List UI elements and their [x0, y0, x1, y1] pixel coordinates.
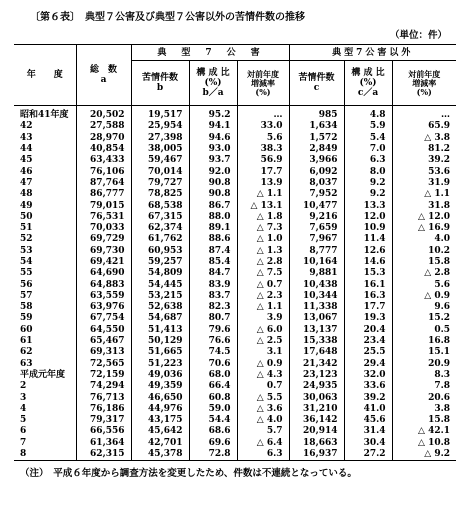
cell-count-c: 16,937	[289, 449, 344, 461]
cell-count-b: 51,665	[131, 347, 189, 358]
table-row	[14, 392, 456, 403]
cell-change-c: 20.9	[392, 359, 456, 370]
cell-ratio-b: 70.6	[189, 359, 237, 370]
cell-year: 48	[20, 189, 33, 200]
table-row	[14, 359, 456, 370]
header-count-b: 苦情件数 b	[131, 61, 189, 106]
cell-ratio-b: 69.6	[189, 438, 237, 449]
cell-count-b: 52,638	[131, 302, 189, 313]
table-row	[14, 223, 456, 234]
cell-ratio-b: 68.6	[189, 426, 237, 437]
table-row	[14, 438, 456, 449]
cell-total: 69,313	[76, 347, 131, 358]
cell-ratio-c: 15.3	[344, 268, 392, 279]
cell-count-c: 36,142	[289, 415, 344, 426]
cell-total: 76,531	[76, 212, 131, 223]
table-row	[14, 121, 456, 132]
cell-ratio-c: 5.4	[344, 133, 392, 144]
cell-change-b: △ 6.0	[237, 325, 289, 336]
table-row	[14, 302, 456, 313]
cell-count-b: 61,762	[131, 234, 189, 245]
cell-change-b: △ 1.1	[237, 302, 289, 313]
cell-count-c: 21,342	[289, 359, 344, 370]
table-row	[14, 257, 456, 268]
cell-change-b: △ 5.5	[237, 392, 289, 403]
cell-ratio-c: 12.6	[344, 246, 392, 257]
cell-ratio-c: 33.6	[344, 381, 392, 392]
cell-total: 76,106	[76, 166, 131, 177]
cell-count-c: 9,881	[289, 268, 344, 279]
header-ratio-c: 構 成 比 (%) c／a	[344, 61, 392, 106]
cell-ratio-c: 31.4	[344, 426, 392, 437]
cell-count-c: 17,648	[289, 347, 344, 358]
cell-year: 58	[20, 302, 33, 313]
cell-ratio-b: 84.7	[189, 268, 237, 279]
cell-change-b: 3.9	[237, 313, 289, 324]
cell-year: 61	[20, 336, 33, 347]
cell-change-c: 15.8	[392, 415, 456, 426]
cell-change-b: 38.3	[237, 144, 289, 155]
table-row	[14, 404, 456, 415]
header-ratio-b: 構 成 比 (%) b／a	[189, 61, 237, 106]
cell-change-b: △ 3.6	[237, 404, 289, 415]
cell-count-b: 54,809	[131, 268, 189, 279]
cell-ratio-c: 13.3	[344, 200, 392, 211]
cell-year: 8	[20, 449, 27, 460]
cell-change-b: …	[237, 106, 289, 122]
cell-ratio-c: 5.9	[344, 121, 392, 132]
cell-count-c: 2,849	[289, 144, 344, 155]
cell-count-c: 20,914	[289, 426, 344, 437]
cell-change-b: △ 0.7	[237, 279, 289, 290]
cell-count-b: 60,953	[131, 246, 189, 257]
cell-ratio-c: 23.4	[344, 336, 392, 347]
table-row	[14, 268, 456, 279]
cell-count-b: 50,129	[131, 336, 189, 347]
cell-ratio-b: 95.2	[189, 106, 237, 122]
cell-change-c: 7.8	[392, 381, 456, 392]
cell-ratio-c: 16.1	[344, 279, 392, 290]
cell-year: 2	[20, 381, 27, 392]
cell-total: 62,315	[76, 449, 131, 461]
cell-count-b: 19,517	[131, 106, 189, 122]
cell-count-b: 43,175	[131, 415, 189, 426]
table-row	[14, 313, 456, 324]
cell-change-b: △ 2.5	[237, 336, 289, 347]
cell-count-c: 10,438	[289, 279, 344, 290]
table-row	[14, 189, 456, 200]
cell-change-c: △ 16.9	[392, 223, 456, 234]
cell-year: 53	[20, 245, 33, 256]
table-row	[14, 426, 456, 437]
cell-total: 63,433	[76, 155, 131, 166]
cell-total: 69,421	[76, 257, 131, 268]
cell-change-b: △ 2.8	[237, 257, 289, 268]
cell-total: 69,730	[76, 246, 131, 257]
cell-ratio-c: 9.2	[344, 178, 392, 189]
cell-count-b: 25,954	[131, 121, 189, 132]
cell-count-c: 7,952	[289, 189, 344, 200]
cell-change-c: 0.5	[392, 325, 456, 336]
cell-change-c: 9.6	[392, 302, 456, 313]
cell-count-c: 24,935	[289, 381, 344, 392]
cell-change-c: △ 3.8	[392, 133, 456, 144]
table-title: 〔第６表〕 典型７公害及び典型７公害以外の苦情件数の推移	[30, 12, 305, 23]
cell-count-b: 49,036	[131, 370, 189, 381]
cell-count-c: 1,572	[289, 133, 344, 144]
cell-year: 43	[20, 132, 33, 143]
cell-year: 45	[20, 155, 33, 166]
cell-count-b: 42,701	[131, 438, 189, 449]
cell-count-b: 27,398	[131, 133, 189, 144]
cell-total: 76,713	[76, 392, 131, 403]
cell-count-c: 10,477	[289, 200, 344, 211]
cell-count-c: 13,137	[289, 325, 344, 336]
cell-change-b: △ 7.5	[237, 268, 289, 279]
cell-count-c: 10,164	[289, 257, 344, 268]
cell-year: 62	[20, 347, 33, 358]
cell-ratio-b: 76.6	[189, 336, 237, 347]
cell-count-b: 62,374	[131, 223, 189, 234]
cell-change-c: 81.2	[392, 144, 456, 155]
cell-ratio-b: 82.3	[189, 302, 237, 313]
cell-total: 79,015	[76, 200, 131, 211]
cell-change-b: △ 4.3	[237, 370, 289, 381]
cell-total: 64,550	[76, 325, 131, 336]
cell-year: 50	[20, 211, 33, 222]
cell-year: 63	[20, 358, 33, 369]
cell-ratio-b: 90.8	[189, 189, 237, 200]
header-total: 総 数 a	[76, 45, 131, 106]
cell-ratio-b: 74.5	[189, 347, 237, 358]
cell-change-c: 39.2	[392, 155, 456, 166]
header-group-typical: 典 型 7 公 害	[131, 45, 289, 61]
cell-count-c: 1,634	[289, 121, 344, 132]
cell-total: 79,317	[76, 415, 131, 426]
table-row	[14, 381, 456, 392]
cell-count-b: 67,315	[131, 212, 189, 223]
cell-year: 3	[20, 392, 27, 403]
cell-ratio-b: 94.1	[189, 121, 237, 132]
table-row	[14, 155, 456, 166]
table-row	[14, 178, 456, 189]
cell-ratio-b: 90.8	[189, 178, 237, 189]
cell-change-c: 15.1	[392, 347, 456, 358]
cell-count-b: 59,257	[131, 257, 189, 268]
cell-year: 51	[20, 223, 33, 234]
cell-year: 60	[20, 324, 33, 335]
table-row	[14, 370, 456, 381]
cell-ratio-b: 83.9	[189, 279, 237, 290]
cell-count-c: 10,344	[289, 291, 344, 302]
cell-total: 28,970	[76, 133, 131, 144]
cell-change-b: 0.7	[237, 381, 289, 392]
cell-count-b: 51,413	[131, 325, 189, 336]
cell-ratio-b: 94.6	[189, 133, 237, 144]
cell-ratio-b: 93.0	[189, 144, 237, 155]
cell-count-b: 44,976	[131, 404, 189, 415]
cell-change-c: 20.6	[392, 392, 456, 403]
cell-year: 59	[20, 313, 33, 324]
cell-total: 67,754	[76, 313, 131, 324]
cell-ratio-c: 10.9	[344, 223, 392, 234]
footnote: （注） 平成６年度から調査方法を変更したため、件数は不連続となっている。	[20, 468, 357, 479]
cell-total: 72,565	[76, 359, 131, 370]
cell-total: 63,976	[76, 302, 131, 313]
cell-change-c: △ 0.9	[392, 291, 456, 302]
cell-ratio-c: 25.5	[344, 347, 392, 358]
table-row	[14, 144, 456, 155]
cell-ratio-b: 85.4	[189, 257, 237, 268]
cell-ratio-b: 92.0	[189, 166, 237, 177]
cell-change-b: 33.0	[237, 121, 289, 132]
cell-total: 64,883	[76, 279, 131, 290]
header-change-c: 対前年度 増減率 (%)	[392, 61, 456, 106]
cell-change-b: △ 6.4	[237, 438, 289, 449]
cell-ratio-c: 14.6	[344, 257, 392, 268]
cell-change-b: △ 0.9	[237, 359, 289, 370]
table-row	[14, 166, 456, 177]
cell-total: 86,777	[76, 189, 131, 200]
cell-total: 40,854	[76, 144, 131, 155]
table-row	[14, 106, 456, 122]
cell-change-b: 17.7	[237, 166, 289, 177]
cell-total: 63,559	[76, 291, 131, 302]
cell-count-c: 7,967	[289, 234, 344, 245]
cell-change-c: △ 1.1	[392, 189, 456, 200]
cell-count-b: 45,642	[131, 426, 189, 437]
cell-change-c: 65.9	[392, 121, 456, 132]
cell-count-b: 51,223	[131, 359, 189, 370]
cell-change-b: △ 1.3	[237, 246, 289, 257]
cell-count-c: 18,663	[289, 438, 344, 449]
cell-ratio-c: 12.0	[344, 212, 392, 223]
cell-change-c: 5.6	[392, 279, 456, 290]
cell-year: 7	[20, 437, 27, 448]
cell-change-c: 3.8	[392, 404, 456, 415]
cell-change-b: 5.6	[237, 133, 289, 144]
complaints-table	[14, 44, 456, 461]
cell-ratio-c: 41.0	[344, 404, 392, 415]
cell-change-c: 31.9	[392, 178, 456, 189]
cell-ratio-c: 17.7	[344, 302, 392, 313]
cell-change-c: 31.8	[392, 200, 456, 211]
cell-count-c: 15,338	[289, 336, 344, 347]
table-row	[14, 415, 456, 426]
cell-ratio-c: 32.0	[344, 370, 392, 381]
cell-change-c: △ 9.2	[392, 449, 456, 461]
cell-count-b: 54,445	[131, 279, 189, 290]
cell-count-b: 38,005	[131, 144, 189, 155]
cell-year: 49	[20, 200, 33, 211]
table-row	[14, 212, 456, 223]
cell-ratio-b: 60.8	[189, 392, 237, 403]
cell-count-c: 31,210	[289, 404, 344, 415]
cell-ratio-c: 8.0	[344, 166, 392, 177]
cell-total: 69,729	[76, 234, 131, 245]
cell-change-c: △ 2.8	[392, 268, 456, 279]
cell-ratio-b: 79.6	[189, 325, 237, 336]
cell-year: 54	[20, 257, 33, 267]
table-body	[14, 106, 456, 461]
table-row	[14, 246, 456, 257]
cell-ratio-b: 68.0	[189, 370, 237, 381]
cell-year: 44	[20, 144, 33, 155]
cell-count-c: 13,067	[289, 313, 344, 324]
cell-count-b: 78,825	[131, 189, 189, 200]
cell-count-c: 30,063	[289, 392, 344, 403]
cell-ratio-b: 88.6	[189, 234, 237, 245]
cell-change-b: △ 1.0	[237, 234, 289, 245]
cell-change-c: △ 12.0	[392, 212, 456, 223]
header-count-c: 苦情件数 c	[289, 61, 344, 106]
cell-change-c: …	[392, 106, 456, 122]
cell-ratio-c: 30.4	[344, 438, 392, 449]
header-group-other: 典型7公害以外	[289, 45, 456, 61]
cell-ratio-c: 4.8	[344, 106, 392, 122]
cell-year: 56	[20, 279, 33, 290]
cell-count-b: 53,215	[131, 291, 189, 302]
cell-ratio-c: 39.2	[344, 392, 392, 403]
cell-year: 52	[20, 234, 33, 245]
cell-change-c: 4.0	[392, 234, 456, 245]
cell-change-b: △ 1.8	[237, 212, 289, 223]
cell-count-b: 46,650	[131, 392, 189, 403]
cell-change-b: 13.9	[237, 178, 289, 189]
cell-total: 27,588	[76, 121, 131, 132]
cell-ratio-c: 7.0	[344, 144, 392, 155]
cell-ratio-b: 88.0	[189, 212, 237, 223]
cell-change-b: 3.1	[237, 347, 289, 358]
cell-count-c: 11,338	[289, 302, 344, 313]
cell-change-c: 15.8	[392, 257, 456, 268]
cell-change-c: 10.2	[392, 246, 456, 257]
cell-year: 46	[20, 166, 33, 177]
header-year: 年 度	[26, 70, 63, 80]
cell-ratio-b: 87.4	[189, 246, 237, 257]
cell-count-c: 3,966	[289, 155, 344, 166]
cell-ratio-c: 19.3	[344, 313, 392, 324]
table-row	[14, 200, 456, 211]
cell-change-b: △ 13.1	[237, 200, 289, 211]
cell-total: 76,186	[76, 404, 131, 415]
cell-count-b: 70,014	[131, 166, 189, 177]
cell-ratio-b: 54.4	[189, 415, 237, 426]
cell-change-c: △ 10.8	[392, 438, 456, 449]
cell-year: 昭和41年度	[20, 110, 69, 121]
cell-year: 55	[20, 268, 33, 279]
cell-ratio-b: 80.7	[189, 313, 237, 324]
cell-change-b: △ 1.1	[237, 189, 289, 200]
table-row	[14, 279, 456, 290]
cell-ratio-b: 72.8	[189, 449, 237, 461]
cell-total: 61,364	[76, 438, 131, 449]
cell-change-b: 5.7	[237, 426, 289, 437]
table-row	[14, 133, 456, 144]
cell-total: 70,033	[76, 223, 131, 234]
header-change-b: 対前年度 増減率 (%)	[237, 61, 289, 106]
table-row	[14, 291, 456, 302]
cell-ratio-b: 89.1	[189, 223, 237, 234]
cell-total: 65,467	[76, 336, 131, 347]
cell-count-c: 9,216	[289, 212, 344, 223]
cell-ratio-b: 83.7	[189, 291, 237, 302]
cell-change-b: △ 7.3	[237, 223, 289, 234]
cell-ratio-c: 16.3	[344, 291, 392, 302]
cell-change-c: △ 42.1	[392, 426, 456, 437]
cell-count-c: 8,037	[289, 178, 344, 189]
cell-count-c: 23,123	[289, 370, 344, 381]
cell-total: 72,159	[76, 370, 131, 381]
cell-ratio-c: 45.6	[344, 415, 392, 426]
cell-ratio-c: 6.3	[344, 155, 392, 166]
cell-total: 66,556	[76, 426, 131, 437]
cell-year: 6	[20, 426, 27, 437]
cell-year: 5	[20, 415, 27, 426]
cell-count-b: 45,378	[131, 449, 189, 461]
table-row	[14, 336, 456, 347]
table-row	[14, 347, 456, 358]
cell-ratio-b: 66.4	[189, 381, 237, 392]
cell-ratio-c: 9.2	[344, 189, 392, 200]
cell-change-c: 16.8	[392, 336, 456, 347]
cell-ratio-c: 20.4	[344, 325, 392, 336]
unit-label: （単位：件）	[389, 30, 447, 41]
cell-ratio-c: 29.4	[344, 359, 392, 370]
cell-ratio-b: 59.0	[189, 404, 237, 415]
cell-count-b: 49,359	[131, 381, 189, 392]
cell-change-c: 15.2	[392, 313, 456, 324]
cell-ratio-c: 27.2	[344, 449, 392, 461]
table-row	[14, 325, 456, 336]
table-row	[14, 449, 456, 461]
cell-count-b: 54,687	[131, 313, 189, 324]
cell-change-b: △ 2.3	[237, 291, 289, 302]
table-row	[14, 234, 456, 245]
cell-year: 4	[20, 403, 27, 414]
cell-ratio-b: 93.7	[189, 155, 237, 166]
cell-total: 20,502	[76, 106, 131, 122]
cell-count-c: 7,659	[289, 223, 344, 234]
cell-count-b: 79,727	[131, 178, 189, 189]
cell-change-c: 53.6	[392, 166, 456, 177]
cell-count-c: 6,092	[289, 166, 344, 177]
cell-total: 87,764	[76, 178, 131, 189]
cell-total: 74,294	[76, 381, 131, 392]
cell-change-b: △ 4.0	[237, 415, 289, 426]
cell-count-c: 985	[289, 106, 344, 122]
cell-change-b: 6.3	[237, 449, 289, 461]
cell-ratio-c: 11.4	[344, 234, 392, 245]
cell-count-c: 8,777	[289, 246, 344, 257]
cell-total: 64,690	[76, 268, 131, 279]
cell-year: 57	[20, 290, 33, 301]
cell-year: 47	[20, 177, 33, 188]
cell-ratio-b: 86.7	[189, 200, 237, 211]
cell-change-c: 8.3	[392, 370, 456, 381]
cell-count-b: 59,467	[131, 155, 189, 166]
cell-year: 平成元年度	[20, 369, 66, 380]
cell-change-b: 56.9	[237, 155, 289, 166]
cell-year: 42	[20, 121, 33, 132]
cell-count-b: 68,538	[131, 200, 189, 211]
